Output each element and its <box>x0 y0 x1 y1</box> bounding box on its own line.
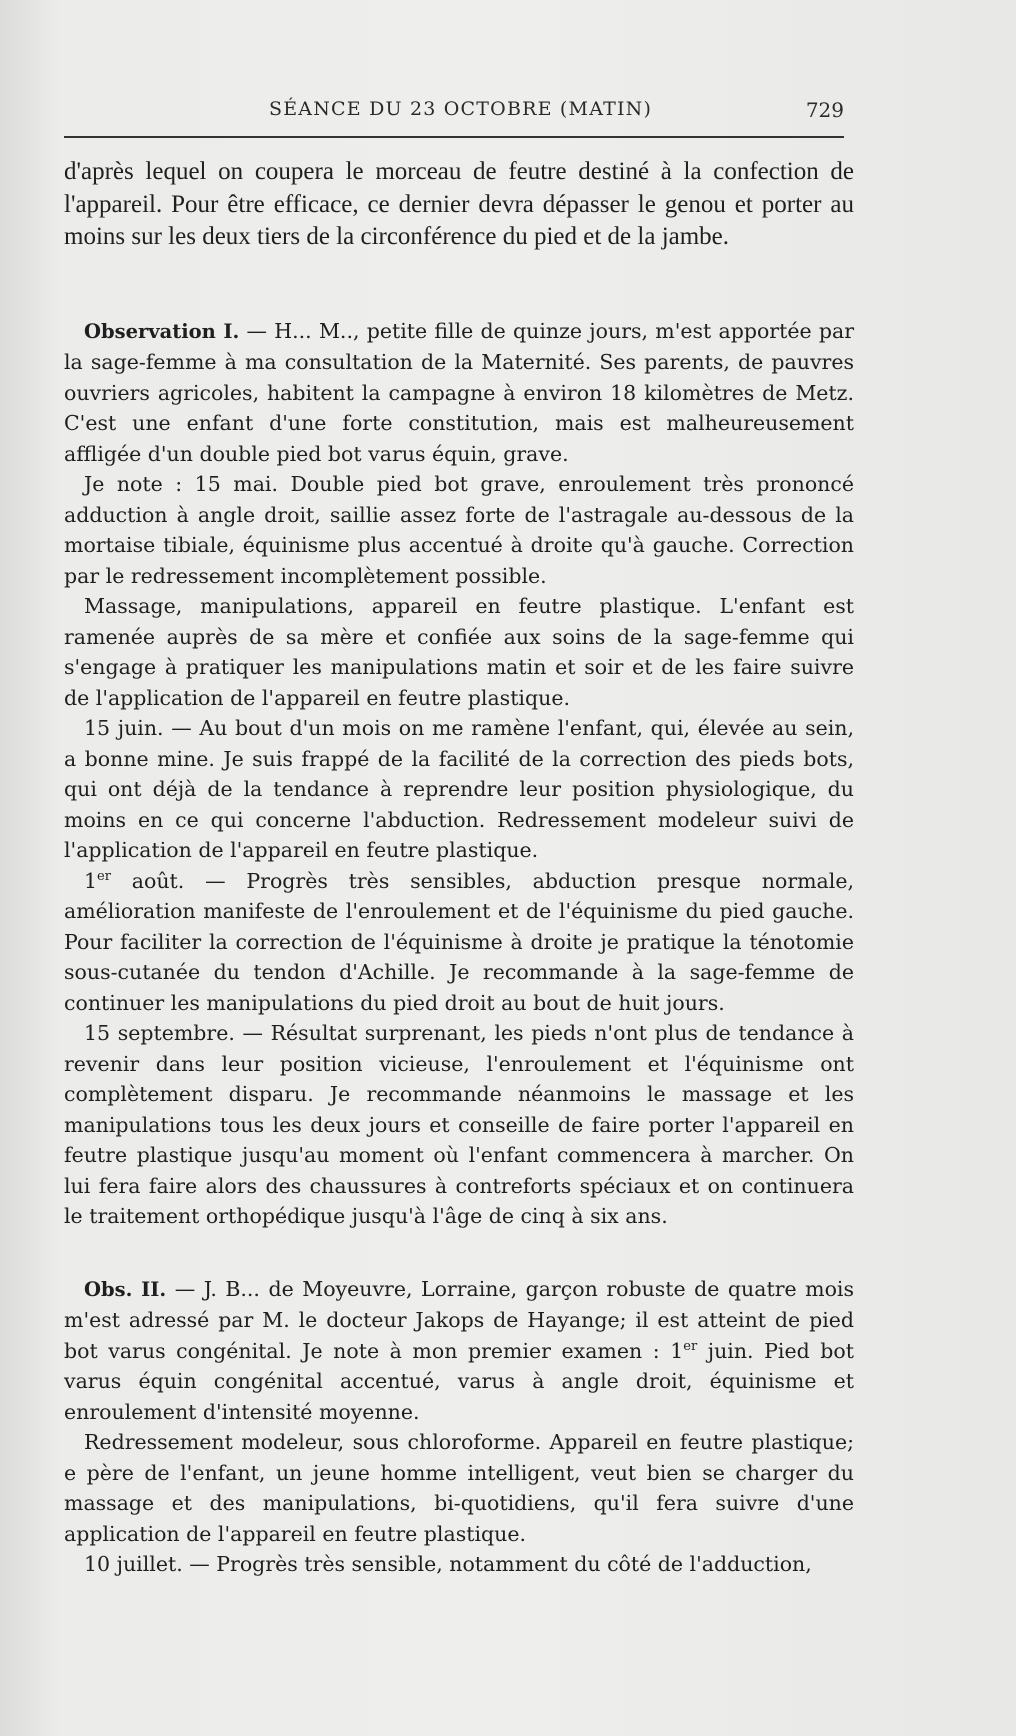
obs1-paragraph-2: Je note : 15 mai. Double pied bot grave, enroulement très prononcé adduction à angle droit, saillie assez forte de l'astragale au-dessous de la mortaise tibiale, équinisme plus accentué à droite qu'à gauche. Correction par le redressement incomplètement possible. <box>64 472 854 588</box>
obs2-date-sup: er <box>683 1338 698 1354</box>
obs1-date-num: 1 <box>84 868 98 893</box>
obs1-date-sup: er <box>97 868 111 884</box>
obs2-paragraph-2: Redressement modeleur, sous chloroforme. Appareil en feutre plastique; e père de l'enfant, un jeune homme intelligent, veut bien se charger du massage et des manipulations, bi-quotidiens, qu'il fera suivre d'une application de l'appareil en feutre plastique. <box>64 1430 854 1546</box>
obs1-paragraph-6: 15 septembre. — Résultat surprenant, les pieds n'ont plus de tendance à revenir dans leur position vicieuse, l'enroulement et l'équinisme ont complètement disparu. Je recommande néanmoins le massage et les manipulations tous les deux jours et conseille de faire porter l'appareil en feutre plastique jusqu'au moment où l'enfant commencera à marcher. On lui fera faire alors des chaussures à contreforts spéciaux et on continuera le traitement orthopédique jusqu'à l'âge de cinq à six ans. <box>64 1021 854 1228</box>
observation-2 <box>64 1274 854 1580</box>
obs1-text-1: — H... M.., petite fille de quinze jours, m'est apportée par la sage-femme à ma consultation de la Maternité. Ses parents, de pauvres ouvriers agricoles, habitent la campagne à environ 18 kilomètres de Metz. C'est une enfant d'une forte constitution, mais est malheureusement affligée d'un double pied bot varus équin, grave. <box>64 318 854 466</box>
page-number: 729 <box>805 98 844 122</box>
obs1-label: Observation I. <box>84 319 240 343</box>
body-text <box>64 156 854 1580</box>
obs2-date-num: 1 <box>670 1338 684 1363</box>
header-rule <box>64 136 844 138</box>
obs2-paragraph-1 <box>64 1274 854 1428</box>
observation-1 <box>64 316 854 1232</box>
obs2-text-1b: juin. Pied bot varus équin congénital accentué, varus à angle droit, équinisme et enroulement d'intensité moyenne. <box>64 1338 854 1424</box>
obs1-paragraph-4: 15 juin. — Au bout d'un mois on me ramène l'enfant, qui, élevée au sein, a bonne mine. Je suis frappé de la facilité de la correction des pieds bots, qui ont déjà de la tendance à reprendre leur position physiologique, du moins en ce qui concerne l'abduction. Redressement modeleur suivi de l'application de l'appareil en feutre plastique. <box>64 716 854 862</box>
obs1-text-5: août. — Progrès très sensibles, abduction presque normale, amélioration manifeste de l'enroulement et de l'équinisme du pied gauche. Pour faciliter la correction de l'équinisme à droite je pratique la ténotomie sous-cutanée du tendon d'Achille. Je recommande à la sage-femme de continuer les manipulations du pied droit au bout de huit jours. <box>64 868 854 1015</box>
obs2-label: Obs. II. <box>84 1277 167 1301</box>
obs2-paragraph-3: 10 juillet. — Progrès très sensible, notamment du côté de l'adduction, <box>84 1552 812 1576</box>
intro-section <box>64 156 854 254</box>
intro-paragraph: d'après lequel on coupera le morceau de feutre destiné à la confection de l'appareil. Pour être efficace, ce dernier devra dépasser le genou et porter au moins sur les deux tiers de la circonférence du pied et de la jambe. <box>64 158 854 250</box>
obs1-paragraph-1 <box>64 316 854 470</box>
obs1-paragraph-3: Massage, manipulations, appareil en feutre plastique. L'enfant est ramenée auprès de sa mère et confiée aux soins de la sage-femme qui s'engage à pratiquer les manipulations matin et soir et de les faire suivre de l'application de l'appareil en feutre plastique. <box>64 594 854 710</box>
page-header <box>64 98 844 128</box>
obs2-text-1a: — J. B... de Moyeuvre, Lorraine, garçon robuste de quatre mois m'est adressé par M. le docteur Jakops de Hayange; il est atteint de pied bot varus congénital. Je note à mon premier examen : <box>64 1276 854 1363</box>
running-title: SÉANCE DU 23 OCTOBRE (MATIN) <box>269 98 653 120</box>
obs1-paragraph-5 <box>64 866 854 1019</box>
